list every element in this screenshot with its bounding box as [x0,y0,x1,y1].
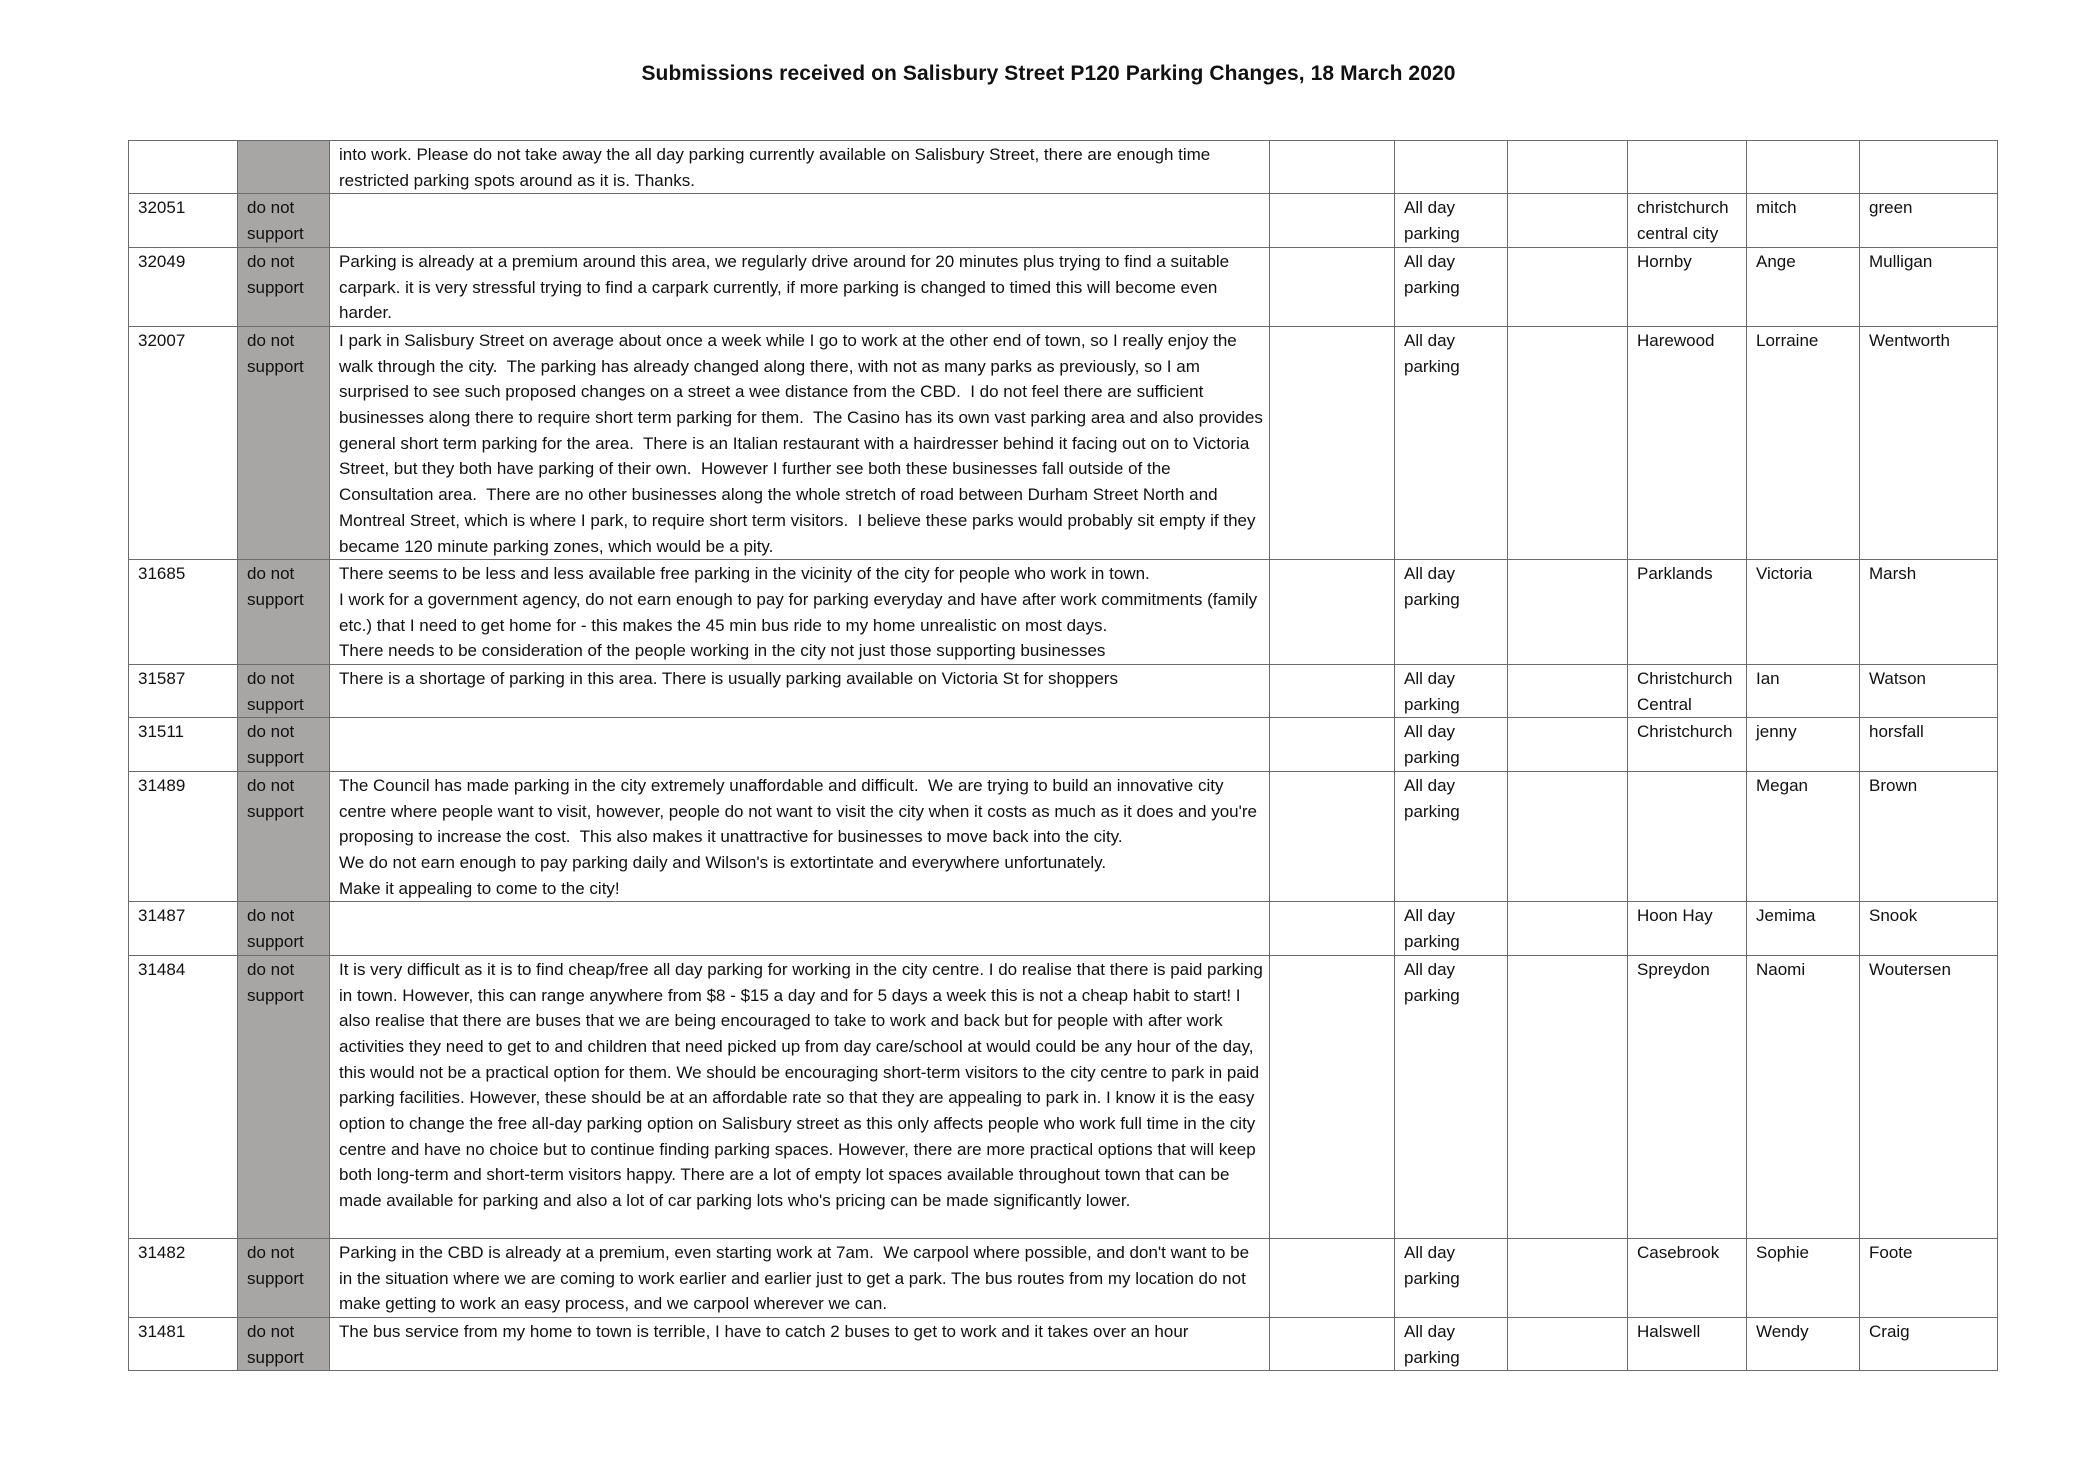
table-row [129,718,1998,771]
suburb-cell: Harewood [1628,326,1747,559]
blank-cell [1270,1317,1395,1370]
last-name-cell: Woutersen [1860,955,1998,1238]
first-name-cell: Naomi [1747,955,1860,1238]
blank-cell [1508,194,1628,247]
blank-cell [1270,1238,1395,1317]
first-name-cell: mitch [1747,194,1860,247]
parking-preference-cell: All day parking [1395,955,1508,1238]
submission-id-cell: 31487 [129,902,238,955]
blank-cell [1508,665,1628,718]
parking-preference-cell: All day parking [1395,247,1508,326]
last-name-cell [1860,141,1998,194]
blank-cell [1270,326,1395,559]
suburb-cell: Casebrook [1628,1238,1747,1317]
comment-cell: It is very difficult as it is to find cheap/free all day parking for working in the city centre. I do realise that there is paid parking in town. However, this can range anywhere from $8 - $15 a day and for 5 days a week this is not a cheap habit to start! I also realise that there are buses that we are being encouraged to take to work and back but for people with after work activities they need to get to and children that need picked up from day care/school at would could be any hour of the day, this would not be a practical option for them. We should be encouraging short-term visitors to the city centre to park in paid parking facilities. However, these should be at an affordable rate so that they are appealing to park in. I know it is the easy option to change the free all-day parking option on Salisbury street as this only affects people who work full time in the city centre and have no choice but to continue finding parking spaces. However, there are more practical options that will keep both long-term and short-term visitors happy. There are a lot of empty lot spaces available throughout town that can be made available for parking and also a lot of car parking lots who's pricing can be made significantly lower. [330,955,1270,1238]
submission-id-cell: 32007 [129,326,238,559]
blank-cell [1508,560,1628,665]
parking-preference-cell: All day parking [1395,902,1508,955]
suburb-cell: Christchurch [1628,718,1747,771]
comment-cell [330,718,1270,771]
table-row [129,141,1998,194]
submission-id-cell: 31484 [129,955,238,1238]
first-name-cell: Megan [1747,771,1860,902]
submission-id-cell: 32051 [129,194,238,247]
support-status-cell: do not support [238,247,330,326]
first-name-cell: Lorraine [1747,326,1860,559]
suburb-cell: Spreydon [1628,955,1747,1238]
submission-id-cell: 31482 [129,1238,238,1317]
blank-cell [1270,247,1395,326]
blank-cell [1270,902,1395,955]
last-name-cell: green [1860,194,1998,247]
blank-cell [1270,194,1395,247]
table-row [129,247,1998,326]
support-status-cell: do not support [238,718,330,771]
first-name-cell: Victoria [1747,560,1860,665]
comment-cell: The Council has made parking in the city extremely unaffordable and difficult. We are trying to build an innovative city centre where people want to visit, however, people do not want to visit the city when it costs as much as it does and you're proposing to increase the cost. This also makes it unattractive for businesses to move back into the city. We do not earn enough to pay parking daily and Wilson's is extortintate and everywhere unfortunately. Make it appealing to come to the city! [330,771,1270,902]
comment-cell [330,194,1270,247]
last-name-cell: Watson [1860,665,1998,718]
first-name-cell: Wendy [1747,1317,1860,1370]
comment-cell: Parking in the CBD is already at a premium, even starting work at 7am. We carpool where possible, and don't want to be in the situation where we are coming to work earlier and earlier just to get a park. The bus routes from my location do not make getting to work an easy process, and we carpool wherever we can. [330,1238,1270,1317]
blank-cell [1270,141,1395,194]
submission-id-cell: 31481 [129,1317,238,1370]
first-name-cell [1747,141,1860,194]
submission-id-cell [129,141,238,194]
support-status-cell: do not support [238,771,330,902]
submissions-table [128,140,1998,1371]
suburb-cell: Christchurch Central [1628,665,1747,718]
parking-preference-cell: All day parking [1395,771,1508,902]
support-status-cell: do not support [238,194,330,247]
parking-preference-cell: All day parking [1395,194,1508,247]
blank-cell [1270,665,1395,718]
submission-id-cell: 31685 [129,560,238,665]
first-name-cell: Sophie [1747,1238,1860,1317]
suburb-cell: Halswell [1628,1317,1747,1370]
first-name-cell: Ian [1747,665,1860,718]
parking-preference-cell: All day parking [1395,1317,1508,1370]
first-name-cell: jenny [1747,718,1860,771]
submission-id-cell: 31587 [129,665,238,718]
comment-cell: Parking is already at a premium around this area, we regularly drive around for 20 minutes plus trying to find a suitable carpark. it is very stressful trying to find a carpark currently, if more parking is changed to timed this will become even harder. [330,247,1270,326]
table-row [129,194,1998,247]
suburb-cell [1628,771,1747,902]
comment-cell [330,902,1270,955]
first-name-cell: Jemima [1747,902,1860,955]
blank-cell [1270,955,1395,1238]
support-status-cell: do not support [238,955,330,1238]
table-row [129,902,1998,955]
table-row [129,955,1998,1238]
support-status-cell: do not support [238,1317,330,1370]
blank-cell [1508,141,1628,194]
blank-cell [1508,902,1628,955]
last-name-cell: horsfall [1860,718,1998,771]
last-name-cell: Marsh [1860,560,1998,665]
blank-cell [1508,1238,1628,1317]
parking-preference-cell: All day parking [1395,718,1508,771]
suburb-cell: Hornby [1628,247,1747,326]
comment-cell: There seems to be less and less available free parking in the vicinity of the city for people who work in town. I work for a government agency, do not earn enough to pay for parking everyday and have after work commitments (family etc.) that I need to get home for - this makes the 45 min bus ride to my home unrealistic on most days. There needs to be consideration of the people working in the city not just those supporting businesses [330,560,1270,665]
table-row [129,1317,1998,1370]
support-status-cell: do not support [238,902,330,955]
first-name-cell: Ange [1747,247,1860,326]
table-body [129,141,1998,1371]
table-row [129,665,1998,718]
support-status-cell: do not support [238,326,330,559]
comment-cell: There is a shortage of parking in this area. There is usually parking available on Victoria St for shoppers [330,665,1270,718]
blank-cell [1508,1317,1628,1370]
parking-preference-cell: All day parking [1395,1238,1508,1317]
support-status-cell: do not support [238,560,330,665]
blank-cell [1508,718,1628,771]
last-name-cell: Brown [1860,771,1998,902]
last-name-cell: Wentworth [1860,326,1998,559]
parking-preference-cell: All day parking [1395,326,1508,559]
suburb-cell [1628,141,1747,194]
submission-id-cell: 31511 [129,718,238,771]
last-name-cell: Foote [1860,1238,1998,1317]
comment-cell: I park in Salisbury Street on average about once a week while I go to work at the other end of town, so I really enjoy the walk through the city. The parking has already changed along there, with not as many parks as previously, so I am surprised to see such proposed changes on a street a wee distance from the CBD. I do not feel there are sufficient businesses along there to require short term parking for them. The Casino has its own vast parking area and also provides general short term parking for the area. There is an Italian restaurant with a hairdresser behind it facing out on to Victoria Street, but they both have parking of their own. However I further see both these businesses fall outside of the Consultation area. There are no other businesses along the whole stretch of road between Durham Street North and Montreal Street, which is where I park, to require short term visitors. I believe these parks would probably sit empty if they became 120 minute parking zones, which would be a pity. [330,326,1270,559]
table-row [129,771,1998,902]
blank-cell [1508,955,1628,1238]
blank-cell [1508,326,1628,559]
last-name-cell: Craig [1860,1317,1998,1370]
table-row [129,326,1998,559]
suburb-cell: Parklands [1628,560,1747,665]
suburb-cell: Hoon Hay [1628,902,1747,955]
blank-cell [1270,718,1395,771]
table-row [129,1238,1998,1317]
table-row [129,560,1998,665]
blank-cell [1270,560,1395,665]
comment-cell: into work. Please do not take away the all day parking currently available on Salisbury Street, there are enough time restricted parking spots around as it is. Thanks. [330,141,1270,194]
blank-cell [1508,247,1628,326]
last-name-cell: Mulligan [1860,247,1998,326]
parking-preference-cell [1395,141,1508,194]
last-name-cell: Snook [1860,902,1998,955]
parking-preference-cell: All day parking [1395,560,1508,665]
support-status-cell: do not support [238,665,330,718]
page-title: Submissions received on Salisbury Street P120 Parking Changes, 18 March 2020 [641,62,1456,85]
support-status-cell: do not support [238,1238,330,1317]
parking-preference-cell: All day parking [1395,665,1508,718]
blank-cell [1508,771,1628,902]
support-status-cell [238,141,330,194]
suburb-cell: christchurch central city [1628,194,1747,247]
comment-cell: The bus service from my home to town is terrible, I have to catch 2 buses to get to work and it takes over an hour [330,1317,1270,1370]
blank-cell [1270,771,1395,902]
submission-id-cell: 31489 [129,771,238,902]
submission-id-cell: 32049 [129,247,238,326]
